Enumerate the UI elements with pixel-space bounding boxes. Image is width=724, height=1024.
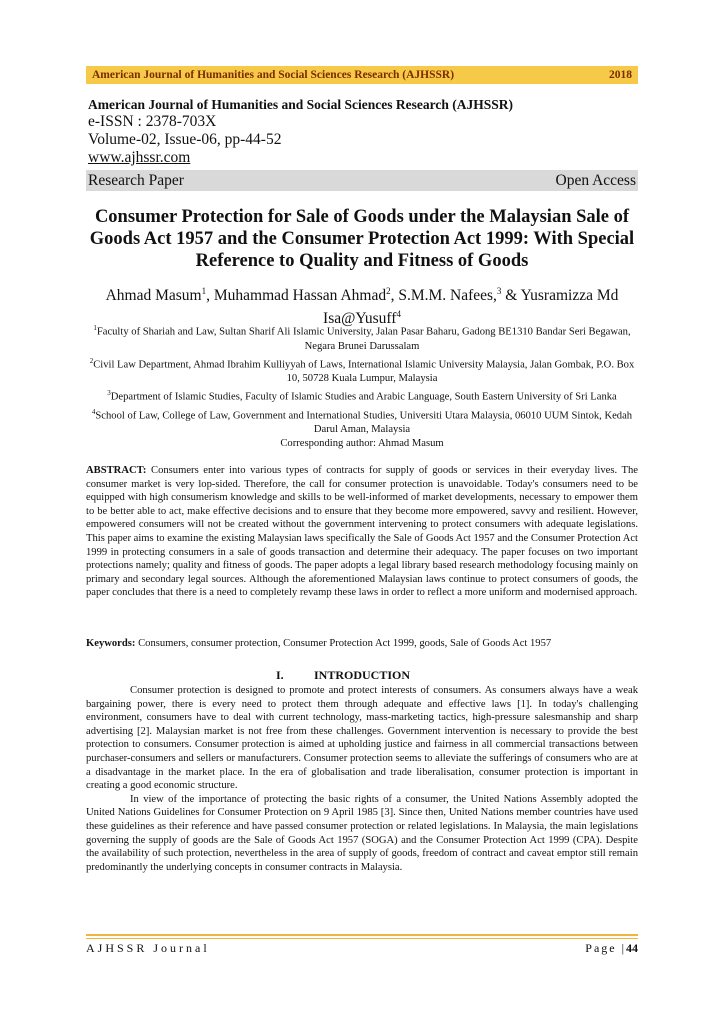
section-title: INTRODUCTION: [313, 668, 410, 682]
abstract-label: ABSTRACT:: [86, 465, 147, 476]
affiliation: [86, 405, 638, 438]
author-superscript: 1: [201, 286, 207, 296]
affiliation-number: 3: [107, 389, 111, 398]
journal-name: American Journal of Humanities and Social Sciences Research (AJHSSR): [88, 97, 513, 112]
header-year: 2018: [609, 69, 632, 81]
journal-issn: e-ISSN : 2378-703X: [88, 113, 217, 130]
affiliation: [86, 321, 638, 354]
author-name: Muhammad Hassan Ahmad: [213, 287, 387, 305]
header-journal-name: American Journal of Humanities and Social Sciences Research (AJHSSR): [92, 69, 455, 81]
section-heading: [86, 668, 638, 683]
affiliations: [86, 321, 638, 451]
abstract: [86, 464, 638, 600]
affiliation-number: 1: [93, 324, 97, 332]
section-number: I.: [276, 668, 284, 682]
page-footer: [86, 941, 638, 956]
abstract-text: Consumers enter into various types of contracts for supply of goods or services in their everyday lives. The consumer market is very lop-sided. Therefore, the call for consumer protection is unavoidable. Today's consumers need to be equipped with high consumerism knowledge and skills to be well-informed of market developments, necessary to empower them to be better able to act, make effective decisions and to ensure that they become more empowered, savvy and resilient. However, empowered consumers will not be created without the government intervening to protect consumers with adequate legislations. This paper aims to examine the existing Malaysian laws specifically the Sale of Goods Act 1957 and the Consumer Protection Act 1999 in protecting consumers in a sale of goods transaction and determine their adequacy. The paper focuses on two important protections namely; quality and fitness of goods. The paper adopts a legal library based research methodology focusing mainly on primary and secondary legal sources. Although the aforementioned Malaysian laws continue to protect consumers of goods, the paper concludes that there is a need to completely revamp these laws in order to reflect a more uniform and modernised approach.: [86, 465, 638, 599]
affiliation: [86, 386, 638, 405]
page-number: 44: [626, 941, 638, 955]
keywords: [86, 637, 638, 651]
journal-header-band: [86, 66, 638, 84]
footer-page: [585, 941, 638, 956]
body-text: [86, 684, 638, 874]
author-name: S.M.M. Nafees,: [398, 287, 497, 305]
author-superscript: 3: [496, 286, 502, 296]
affiliation-number: 4: [91, 407, 96, 416]
author-name: Ahmad Masum: [105, 287, 202, 305]
journal-info: [88, 96, 638, 167]
paragraph: Consumer protection is designed to promote and protect interests of consumers. As consumers always have a weak bargaining power, there is every need to protect them through adequate and effective laws [1]. In today's challenging environment, consumers have to deal with current technology, mass-marketing tactics, high-pressure salesmanship and sharp advertising [2]. Malaysian market is not free from these challenges. Government intervention is necessary to provide the best protection to consumers. Consumer protection is aimed at upholding justice and fairness in all commercial transactions between purchaser-consumers and sellers or manufacturers. Consumer protection seems to alleviate the sufferings of consumers who are at a disadvantage in the market place. In the era of globalisation and trade liberalisation, consumer protection is important in creating a good economic structure.: [86, 685, 638, 792]
author-name: & Yusramizza Md Isa@Yusuff: [323, 287, 619, 328]
paragraph: In view of the importance of protecting the basic rights of a consumer, the United Nations Assembly adopted the United Nations Guidelines for Consumer Protection on 9 April 1985 [3]. Since then, United Nations member countries have used these guidelines as their reference and have passed consumer protection or related legislations. In Malaysia, the main legislations governing the supply of goods are the Sale of Goods Act 1957 (SOGA) and the Consumer Protection Act 1999 (CPA). Despite the availability of such protection, nevertheless in the area of supply of goods, freedom of contract and caveat emptor still remain predominantly the underlying concepts in consumer contracts in Malaysia.: [86, 793, 638, 873]
author-superscript: 2: [386, 286, 391, 296]
page-label: Page |: [585, 941, 626, 955]
author-superscript: 4: [396, 309, 401, 320]
access-type: Open Access: [555, 171, 636, 189]
paper-title: Consumer Protection for Sale of Goods under the Malaysian Sale of Goods Act 1957 and the Consumer Protection Act 1999: With Special Reference to Quality and Fitness of Goods: [89, 207, 635, 271]
footer-rule-thin: [86, 938, 638, 939]
corresponding-author: Corresponding author: Ahmad Masum: [280, 438, 444, 450]
affiliation: [86, 354, 638, 387]
affiliation-text: Department of Islamic Studies, Faculty of Islamic Studies and Arabic Language, South Eastern University of Sri Lanka: [110, 391, 617, 403]
affiliation-number: 2: [89, 356, 94, 365]
footer-journal: AJHSSR Journal: [86, 941, 210, 955]
paper-type-bar: [86, 170, 638, 191]
keywords-label: Keywords:: [86, 638, 136, 649]
journal-url-link[interactable]: www.ajhssr.com: [88, 149, 191, 166]
affiliation-text: School of Law, College of Law, Government and International Studies, Universiti Utara Malaysia, 06010 UUM Sintok, Kedah Darul Aman, Malaysia: [95, 410, 633, 436]
affiliation-text: Civil Law Department, Ahmad Ibrahim Kulliyyah of Laws, International Islamic University Malaysia, Jalan Gombak, P.O. Box 10, 50728 Kuala Lumpur, Malaysia: [93, 359, 635, 385]
keywords-text: Consumers, consumer protection, Consumer Protection Act 1999, goods, Sale of Goods Act 1957: [135, 638, 552, 649]
footer-rule: [86, 934, 638, 936]
journal-volume: Volume-02, Issue-06, pp-44-52: [88, 131, 282, 148]
paper-type: Research Paper: [88, 171, 184, 189]
author-list: Ahmad Masum$^1$, Muhammad Hassan Ahmad$^2$, S.M.M. Nafees,$^3$ & Yusramizza Md Isa@Yusuff$^4$: [105, 286, 619, 328]
affiliation-text: Faculty of Shariah and Law, Sultan Sharif Ali Islamic University, Jalan Pasar Baharu, Gadong BE1310 Bandar Seri Begawan, Negara Brunei Darussalam: [96, 326, 631, 352]
